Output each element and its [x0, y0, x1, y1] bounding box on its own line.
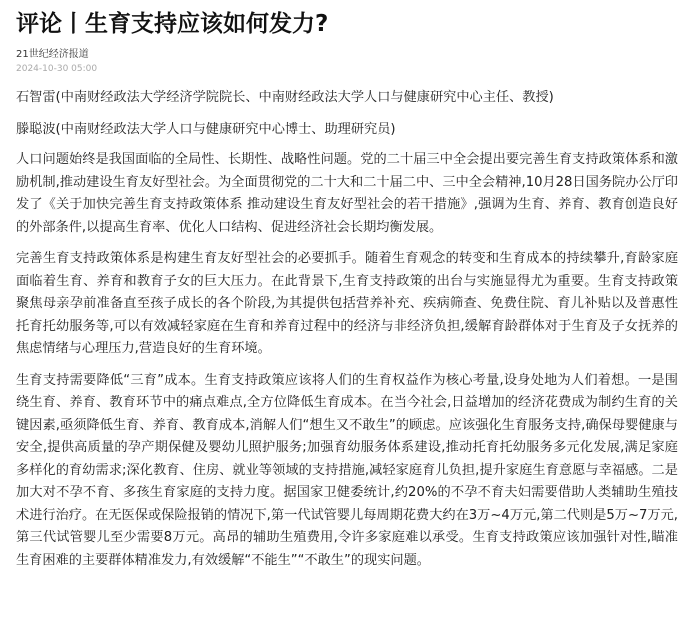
paragraph-3: 生育支持需要降低“三育”成本。生育支持政策应该将人们的生育权益作为核心考量,设身处地为人们着想。一是围绕生育、养育、教育环节中的痛点难点,全方位降低生育成本。在当今社会,日益增加的经济花费成为制约生育的关键因素,亟须降低生育、养育、教育成本,消解人们“想生又不敢生”的顾虑。应该强化生育服务支持,确保母婴健康与安全,提供高质量的孕产期保健及婴幼儿照护服务;加强育幼服务体系建设,推动托育托幼服务多元化发展,满足家庭多样化的育幼需求;深化教育、住房、就业等领域的支持措施,减轻家庭育儿负担,提升家庭生育意愿与幸福感。二是加大对不孕不育、多孩生育家庭的支持力度。据国家卫健委统计,约20%的不孕不育夫妇需要借助人类辅助生殖技术进行治疗。在无医保或保险报销的情况下,第一代试管婴儿每周期花费大约在3万~4万元,第二代则是5万~7万元,第三代试管婴儿至少需要8万元。高昂的辅助生殖费用,令许多家庭难以承受。生育支持政策应该加强针对性,瞄准生育困难的主要群体精准发力,有效缓解“不能生”“不敢生”的现实问题。 [16, 372, 678, 568]
author-line-1: 石智雷(中南财经政法大学经济学院院长、中南财经政法大学人口与健康研究中心主任、教授) [16, 90, 554, 105]
paragraph-2: 完善生育支持政策体系是构建生育友好型社会的必要抓手。随着生育观念的转变和生育成本的持续攀升,育龄家庭面临着生育、养育和教育子女的巨大压力。在此背景下,生育支持政策的出台与实施显得尤为重要。生育支持政策聚焦母亲孕前准备直至孩子成长的各个阶段,为其提供包括营养补充、疾病筛查、免费住院、育儿补贴以及普惠性托育托幼服务等,可以有效减轻家庭在生育和养育过程中的经济与非经济负担,缓解育龄群体对于生育及子女抚养的焦虑情绪与心理压力,营造良好的生育环境。 [16, 251, 678, 356]
article-date: 2024-10-30 05:00 [16, 64, 98, 74]
paragraph-1: 人口问题始终是我国面临的全局性、长期性、战略性问题。党的二十届三中全会提出要完善生育支持政策体系和激励机制,推动建设生育友好型社会。为全面贯彻党的二十大和二十届二中、三中全会精神,10月28日国务院办公厅印发了《关于加快完善生育支持政策体系 推动建设生育友好型社会的若干措施》,强调为生育、养育、教育创造良好的外部条件,以提高生育率、优化人口结构、促进经济社会长期均衡发展。 [16, 152, 678, 235]
author-line-2: 滕聪波(中南财经政法大学人口与健康研究中心博士、助理研究员) [16, 122, 396, 137]
article-source[interactable]: 21世纪经济报道 [16, 49, 89, 60]
article-title: 评论丨生育支持应该如何发力? [16, 11, 329, 37]
